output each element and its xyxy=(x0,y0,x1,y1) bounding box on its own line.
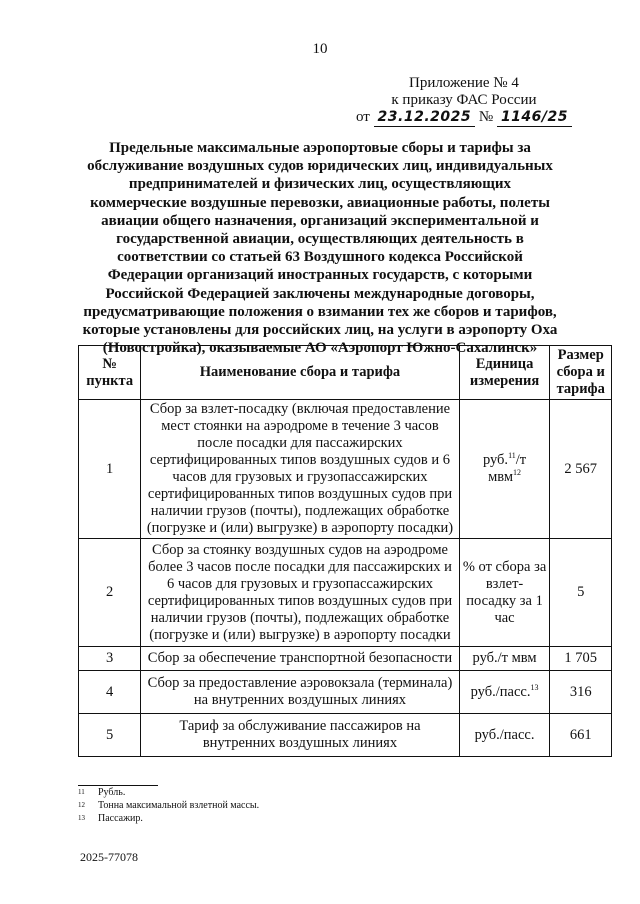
row-size: 2 567 xyxy=(550,400,612,539)
appendix-date-number xyxy=(356,109,572,127)
table-row xyxy=(79,714,612,757)
header-unit: Единица измерения xyxy=(459,346,550,400)
appendix-header xyxy=(356,75,572,127)
row-size: 316 xyxy=(550,671,612,714)
row-size: 1 705 xyxy=(550,647,612,671)
row-name: Сбор за стоянку воздушных судов на аэродроме более 3 часов после посадки для пассажирских и 6 часов для грузовых и грузопассажирских сертифицированных типов воздушных судов при наличии грузов (почты), подлежащих обработке (погрузке и (или) выгрузке) в аэропорту посадки xyxy=(141,539,459,647)
row-unit: % от сбора за взлет-посадку за 1 час xyxy=(459,539,550,647)
row-unit: руб./пасс. xyxy=(459,714,550,757)
page-number: 10 xyxy=(312,41,328,57)
header-name: Наименование сбора и тарифа xyxy=(141,346,459,400)
table-header-row xyxy=(79,346,612,400)
footnote: 11 Рубль. xyxy=(78,787,126,798)
row-name: Сбор за предоставление аэровокзала (терминала) на внутренних воздушных линиях xyxy=(141,671,459,714)
row-unit: руб.$^{11}$/т мвм$^{12}$ xyxy=(459,400,550,539)
row-name: Тариф за обслуживание пассажиров на внутренних воздушных линиях xyxy=(141,714,459,757)
row-unit: руб./пасс.$^{13}$ xyxy=(459,671,550,714)
number-label: № xyxy=(478,109,494,125)
appendix-order-ref: к приказу ФАС России xyxy=(391,92,537,108)
table-row xyxy=(79,539,612,647)
row-num: 2 xyxy=(79,539,141,647)
row-name: Сбор за взлет-посадку (включая предоставление мест стоянки на аэродроме в течение 3 часов после посадки для пассажирских сертифицированных типов воздушных судов и 6 часов для грузовых и грузопассажирских сертифицированных типов воздушных судов при наличии грузов (почты), подлежащих обработке (погрузке и (или) выгрузке) в аэропорту посадки) xyxy=(141,400,459,539)
row-num: 5 xyxy=(79,714,141,757)
appendix-title: Приложение № 4 xyxy=(409,75,519,91)
row-unit: руб./т мвм xyxy=(459,647,550,671)
header-size: Размер сбора и тарифа xyxy=(550,346,612,400)
header-num: № пункта xyxy=(79,346,141,400)
footnote: 13 Пассажир. xyxy=(78,813,143,824)
row-size: 5 xyxy=(550,539,612,647)
document-code: 2025-77078 xyxy=(80,850,138,864)
row-num: 3 xyxy=(79,647,141,671)
tariffs-table xyxy=(78,345,612,757)
row-size: 661 xyxy=(550,714,612,757)
row-num: 4 xyxy=(79,671,141,714)
handwritten-date: 23.12.2025 xyxy=(374,109,476,127)
from-label: от xyxy=(355,109,370,125)
row-name: Сбор за обеспечение транспортной безопасности xyxy=(141,647,459,671)
row-num: 1 xyxy=(79,400,141,539)
table-row xyxy=(79,647,612,671)
footnote: 12 Тонна максимальной взлетной массы. xyxy=(78,800,260,811)
footnotes xyxy=(78,786,259,825)
table-row xyxy=(79,671,612,714)
document-title: Предельные максимальные аэропортовые сборы и тарифы за обслуживание воздушных судов юридических лиц, индивидуальных предпринимателей и физических лиц, осуществляющих коммерческие воздушные перевозки, авиационные работы, полеты авиации общего назначения, организаций экспериментальной и государственной авиации, осуществляющих деятельность в соответствии со статьей 63 Воздушного кодекса Российской Федерации организаций иностранных государств, с которыми Российской Федерацией заключены международные договоры, предусматривающие положения о взимании тех же сборов и тарифов, которые установлены для российских лиц, на услуги в аэропорту Оха (Новостройка), оказываемые АО «Аэропорт Южно-Сахалинск» xyxy=(82,140,558,357)
handwritten-number: 1146/25 xyxy=(497,109,572,127)
table-row xyxy=(79,400,612,539)
